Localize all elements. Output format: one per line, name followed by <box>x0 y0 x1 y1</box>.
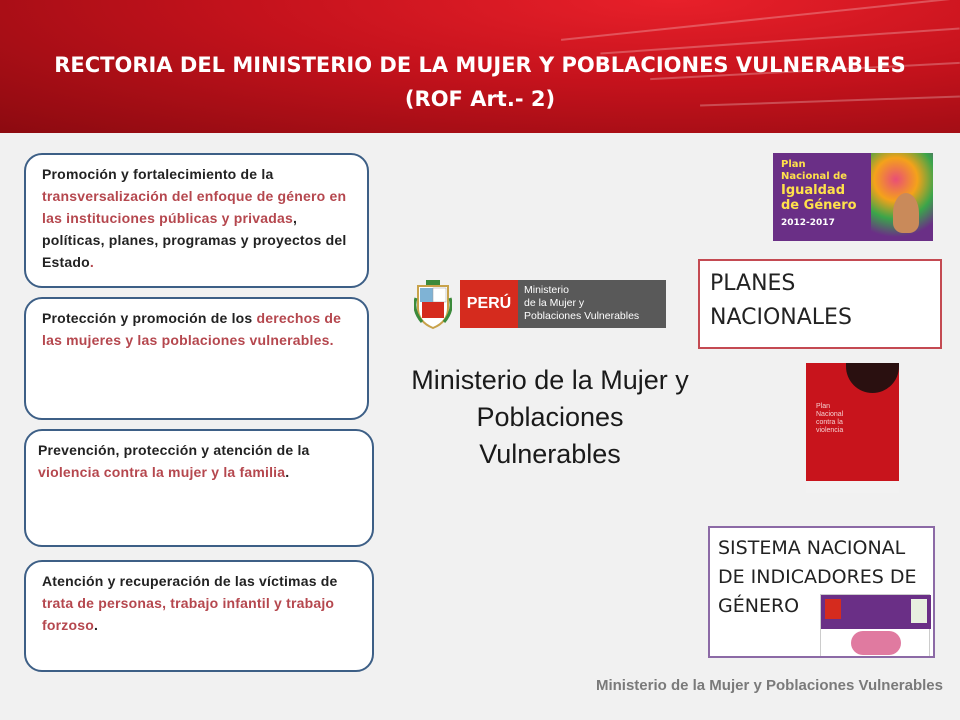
card-trata <box>24 560 374 672</box>
planes-nacionales-box: PLANES NACIONALES <box>698 259 942 349</box>
footer-ministry: Ministerio de la Mujer y Poblaciones Vulnerables <box>595 677 943 694</box>
card-text: Protección y promoción de los <box>42 310 257 326</box>
card-text: . <box>89 254 94 270</box>
poster-line: Plan <box>816 403 831 410</box>
card-text: Promoción y fortalecimiento de la <box>42 166 274 182</box>
plan-contra-violencia-image <box>806 363 899 493</box>
coat-of-arms-icon <box>414 278 452 330</box>
logo-line: Ministerio <box>524 284 569 296</box>
slide-title: RECTORIA DEL MINISTERIO DE LA MUJER Y POBLACIONES VULNERABLES (ROF Art.- 2) <box>54 53 906 111</box>
card-highlight: violencia contra la mujer y la familia <box>38 464 286 480</box>
poster-line: Nacional de <box>781 171 848 182</box>
card-highlight: trata de personas, trabajo infantil y trabajo forzoso <box>42 595 335 633</box>
card-highlight: transversalización del enfoque de género en las instituciones públicas y privadas <box>42 188 347 226</box>
ministry-logo-text <box>518 280 666 328</box>
sistema-indicadores-box <box>708 526 935 658</box>
poster-line: violencia <box>816 427 844 434</box>
card-derechos <box>24 297 369 420</box>
poster-line: Nacional <box>816 411 844 418</box>
peru-label: PERÚ <box>460 280 518 328</box>
poster-line: Plan <box>781 159 806 170</box>
card-violencia <box>24 429 374 547</box>
card-highlight: derechos de las mujeres y las poblaciones vulnerables <box>42 310 342 348</box>
card-text: Prevención, protección y atención de la <box>38 442 310 458</box>
plan-igualdad-genero-image <box>773 153 933 241</box>
sistema-thumbnail <box>820 594 930 658</box>
ministry-name: Ministerio de la Mujer y Poblaciones Vulnerables <box>411 365 689 469</box>
card-text: , políticas, planes, programas y proyectos del Estado <box>42 210 347 270</box>
poster-line: contra la <box>816 419 843 426</box>
card-text: Atención y recuperación de las víctimas de <box>42 573 338 589</box>
card-text: . <box>285 464 290 480</box>
card-text: . <box>329 332 334 348</box>
poster-line: de Género <box>781 198 857 213</box>
ministry-logo <box>410 276 666 332</box>
logo-line: Poblaciones Vulnerables <box>524 310 640 322</box>
poster-line: 2012-2017 <box>781 218 835 228</box>
card-transversalizacion <box>24 153 369 288</box>
card-text: . <box>93 617 99 633</box>
sistema-label: SISTEMA NACIONAL DE INDICADORES DE GÉNERO <box>718 537 917 617</box>
poster-line: Igualdad <box>781 183 846 198</box>
logo-line: de la Mujer y <box>524 297 585 309</box>
